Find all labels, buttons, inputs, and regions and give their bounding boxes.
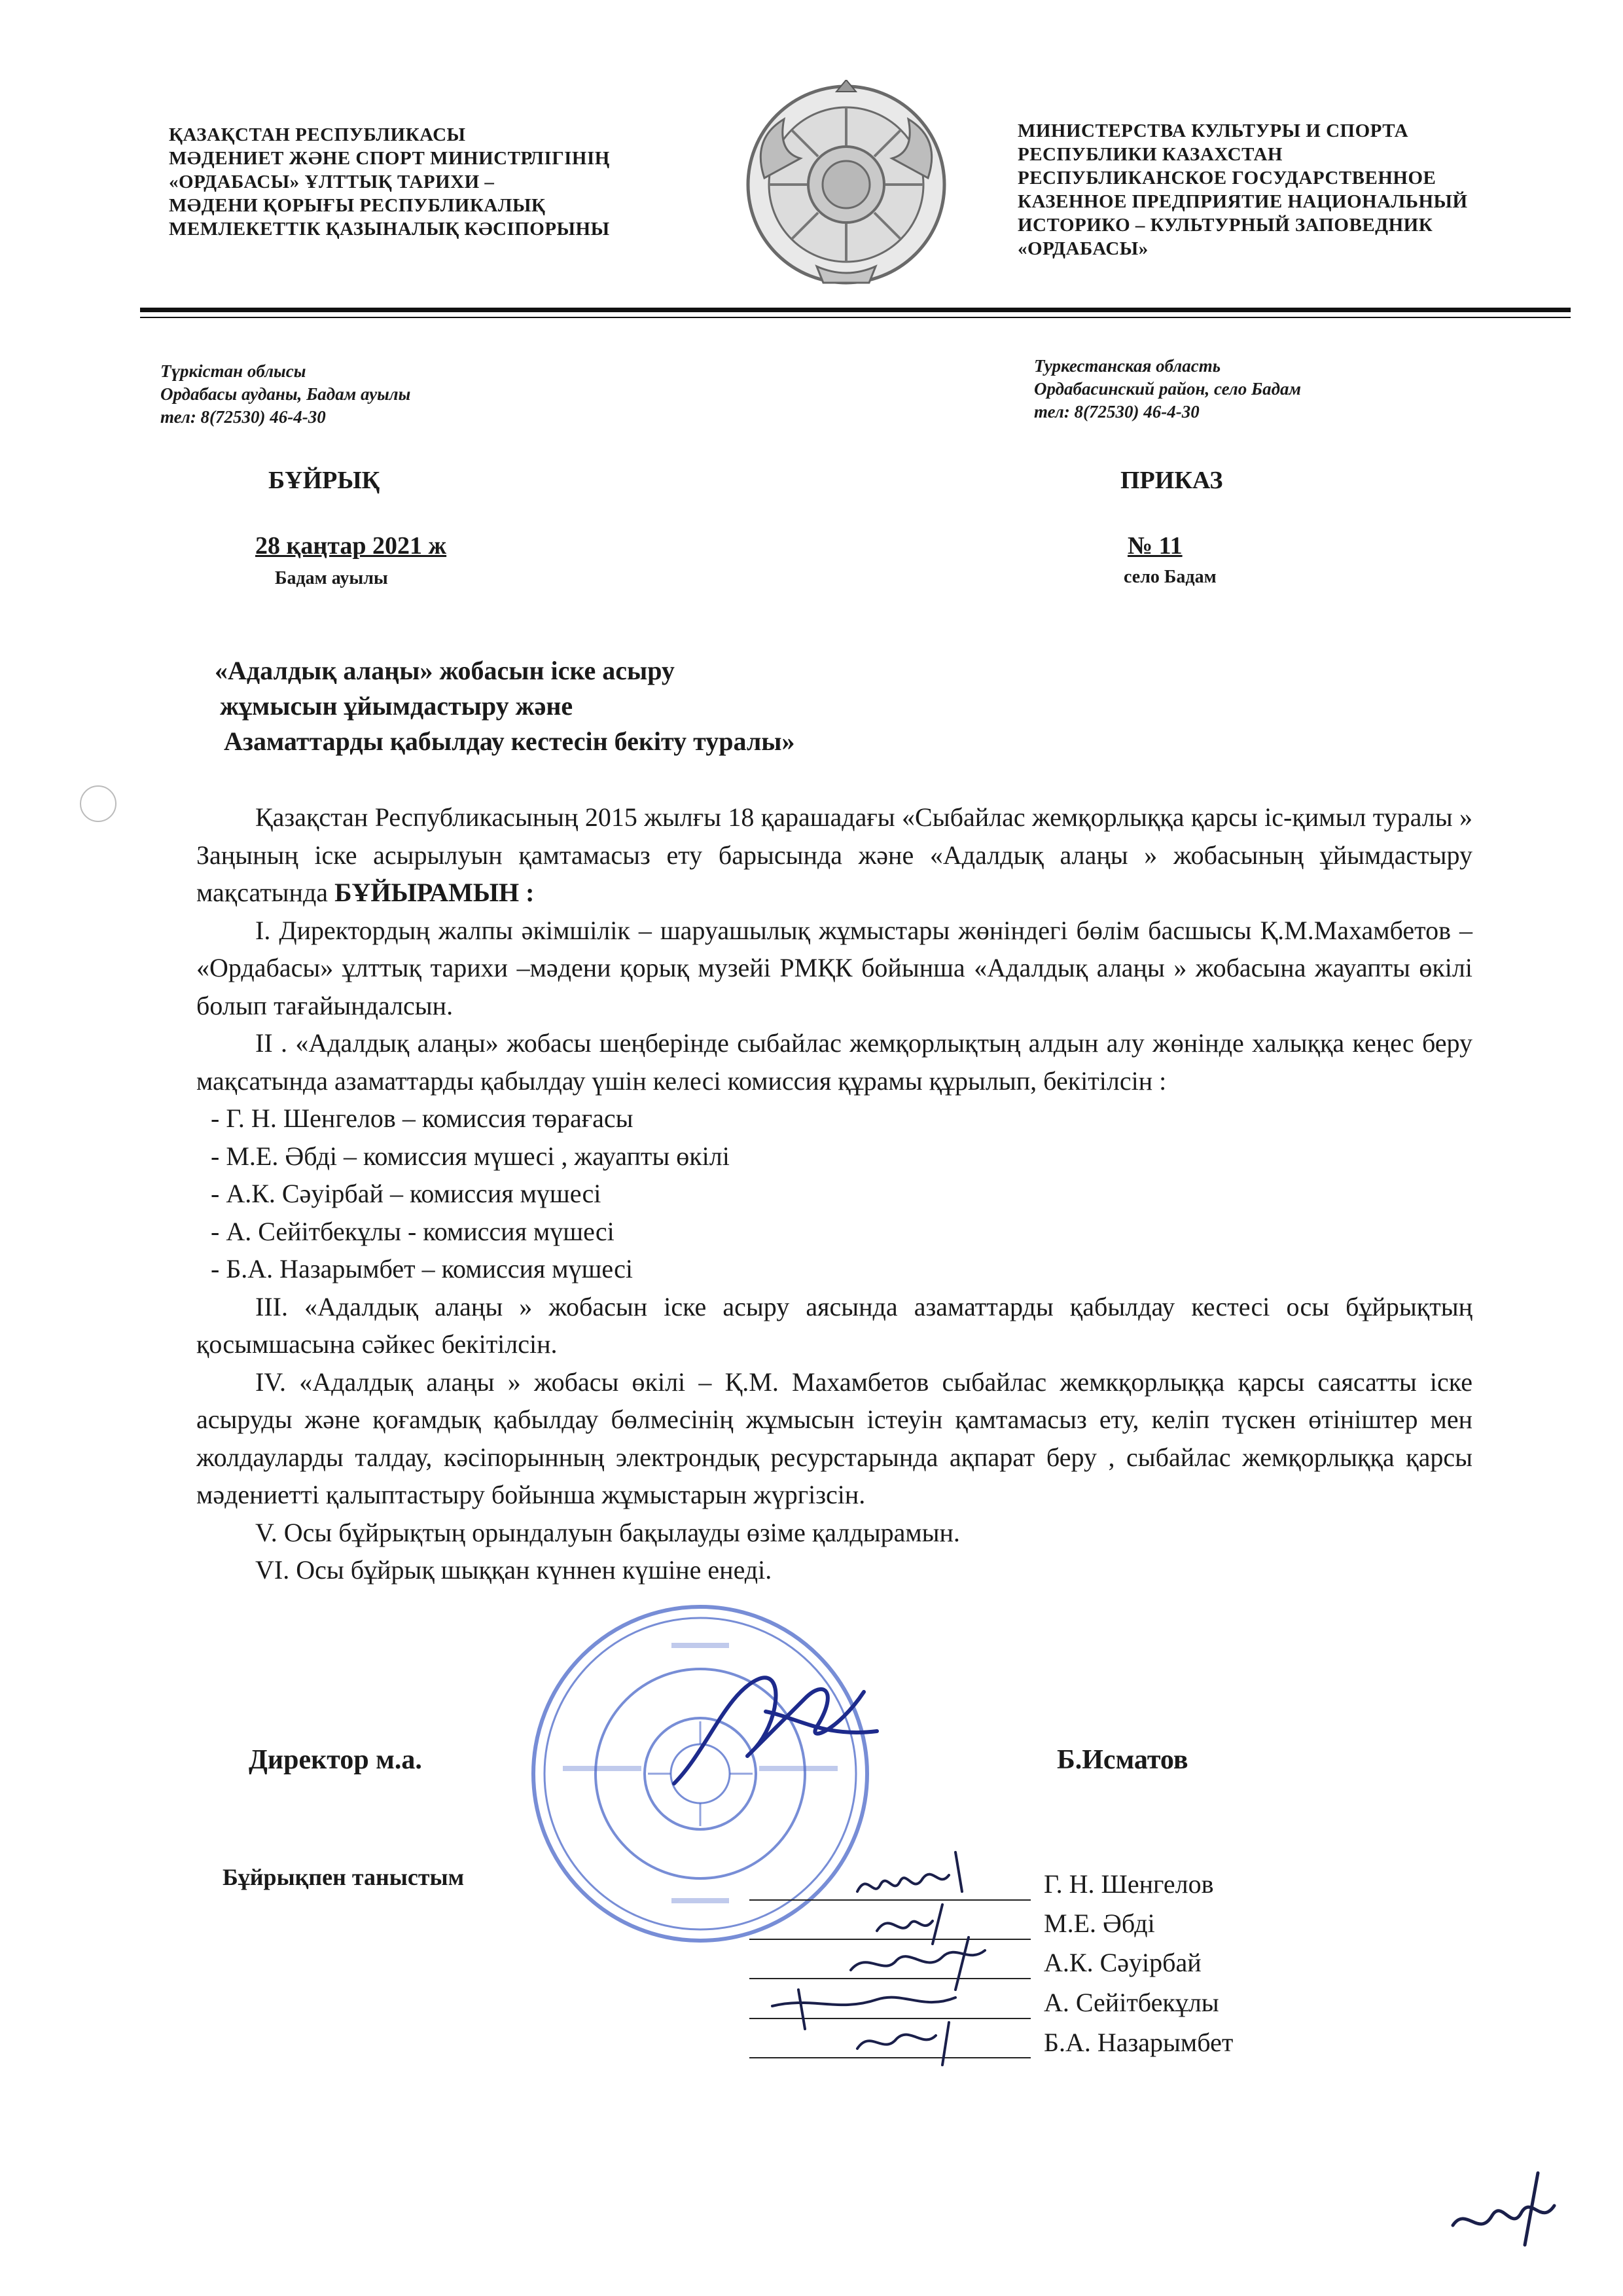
title-line: Азаматтарды қабылдау кестесін бекіту туралы» [224, 726, 795, 756]
member-item: - Г. Н. Шенгелов – комиссия төрағасы [211, 1103, 633, 1133]
order-number: № 11 [1128, 532, 1183, 560]
handwritten-signatures-icon [759, 1839, 1034, 2068]
header-right-line: ИСТОРИКО – КУЛЬТУРНЫЙ ЗАПОВЕДНИК [1018, 215, 1433, 236]
director-position: Директор м.а. [249, 1745, 422, 1775]
punch-hole [80, 785, 116, 822]
intro-text: Қазақстан Республикасының 2015 жылғы 18 қарашадағы «Сыбайлас жемқорлыққа қарсы іс-қимыл туралы » Заңының іске асырылуын қамтамасыз ету барысында және «Адалдық алаңы » жобасының ұйымдастыру мақсатында [196, 802, 1472, 907]
address-line: тел: 8(72530) 46-4-30 [1034, 402, 1200, 422]
address-right [1034, 355, 1301, 423]
state-emblem-icon [738, 80, 954, 289]
body-paragraph-1: I. Директордың жалпы әкімшілік – шаруашылық жұмыстары жөніндегі бөлім басшысы Қ.М.Махамбетов – «Ордабасы» ұлттық тарихи –мәдени қорық музейі РМҚК бойынша «Адалдық алаңы » жобасына жауапты өкілі болып тағайындалсын. [196, 915, 1472, 1020]
address-line: Ордабасинский район, село Бадам [1034, 379, 1302, 399]
acquainted-name: М.Е. Әбді [1044, 1909, 1155, 1938]
member-item: - Б.А. Назарымбет – комиссия мүшесі [211, 1254, 633, 1283]
body-paragraph-5: V. Осы бұйрықтың орындалуын бақылауды өзіме қалдырамын. [255, 1517, 960, 1547]
header-right [1018, 119, 1468, 260]
order-place-kz: Бадам ауылы [275, 568, 388, 588]
address-line: Туркестанская область [1034, 356, 1221, 376]
body-intro [196, 798, 1472, 912]
header-left-line: МӘДЕНИЕТ ЖӘНЕ СПОРТ МИНИСТРЛІГІНІҢ [169, 148, 610, 169]
title-line: жұмысын ұйымдастыру және [220, 691, 573, 721]
title-line: «Адалдық алаңы» жобасын іске асыру [215, 656, 675, 685]
order-label-kz: БҰЙРЫҚ [268, 467, 380, 494]
order-place-ru: село Бадам [1124, 567, 1217, 587]
header-left-line: МӘДЕНИ ҚОРЫҒЫ РЕСПУБЛИКАЛЫҚ [169, 195, 546, 216]
director-name: Б.Исматов [1057, 1745, 1188, 1775]
order-label-ru: ПРИКАЗ [1120, 467, 1223, 494]
acquainted-name: А. Сейітбекұлы [1044, 1988, 1219, 2017]
header-left [169, 123, 610, 241]
header-right-line: КАЗЕННОЕ ПРЕДПРИЯТИЕ НАЦИОНАЛЬНЫЙ [1018, 191, 1468, 212]
body-paragraph-2: II . «Адалдық алаңы» жобасы шеңберінде сыбайлас жемқорлықтың алдын алу жөнінде халыққа кеңес беру мақсатында азаматтарды қабылдау үшін келесі комиссия құрамы құрылып, бекітілсін : [196, 1028, 1472, 1096]
header-right-line: РЕСПУБЛИКАНСКОЕ ГОСУДАРСТВЕННОЕ [1018, 168, 1436, 188]
order-title [215, 653, 795, 759]
acquainted-name: Б.А. Назарымбет [1044, 2028, 1234, 2057]
member-item: - А. Сейітбекұлы - комиссия мүшесі [211, 1216, 615, 1246]
body-paragraph-3: III. «Адалдық алаңы » жобасын іске асыру аясында азаматтарды қабылдау кестесі осы бұйрықтың қосымшасына сәйкес бекітілсін. [196, 1291, 1472, 1359]
header-left-line: МЕМЛЕКЕТТІК ҚАЗЫНАЛЫҚ КӘСІПОРЫНЫ [169, 219, 610, 240]
header-divider-thin [140, 317, 1571, 318]
address-line: тел: 8(72530) 46-4-30 [160, 407, 326, 427]
header-right-line: МИНИСТЕРСТВА КУЛЬТУРЫ И СПОРТА [1018, 120, 1409, 141]
body-paragraph-6: VI. Осы бұйрық шыққан күннен күшіне енеді. [255, 1555, 772, 1585]
member-item: - А.К. Сәуірбай – комиссия мүшесі [211, 1179, 601, 1208]
order-body [196, 798, 1472, 1589]
director-signature-icon [668, 1653, 883, 1803]
body-paragraph-4: IV. «Адалдық алаңы » жобасы өкілі – Қ.М. Махамбетов сыбайлас жемкқорлыққа қарсы саясатты іске асыруды және қоғамдық қабылдау бөлмесінің жұмысын істеуін қамтамасыз ету, келіп түскен өтініштер мен жолдауларды талдау, кәсіпорынның электрондық ресурстарында ақпарат беру , сыбайлас жемқорлыққа қарсы мәдениетті қалыптастыру бойынша жұмыстарын жүргізсін. [196, 1367, 1472, 1509]
header-right-line: «ОРДАБАСЫ» [1018, 238, 1149, 259]
address-left [160, 360, 410, 429]
header-divider-thick [140, 308, 1571, 312]
address-line: Түркістан облысы [160, 361, 306, 381]
intro-directive: БҰЙЫРАМЫН : [334, 878, 535, 907]
address-line: Ордабасы ауданы, Бадам ауылы [160, 384, 411, 404]
header-left-line: «ОРДАБАСЫ» ҰЛТТЫҚ ТАРИХИ – [169, 171, 495, 192]
acquainted-name: Г. Н. Шенгелов [1044, 1869, 1214, 1899]
header-left-line: ҚАЗАҚСТАН РЕСПУБЛИКАСЫ [169, 124, 466, 145]
acquainted-name: А.К. Сәуірбай [1044, 1948, 1202, 1977]
header-right-line: РЕСПУБЛИКИ КАЗАХСТАН [1018, 144, 1283, 165]
corner-initials-icon [1446, 2160, 1571, 2251]
acquainted-label: Бұйрықпен таныстым [223, 1864, 465, 1890]
member-item: - М.Е. Әбді – комиссия мүшесі , жауапты өкілі [211, 1141, 730, 1171]
order-date: 28 қаңтар 2021 ж [255, 532, 447, 560]
